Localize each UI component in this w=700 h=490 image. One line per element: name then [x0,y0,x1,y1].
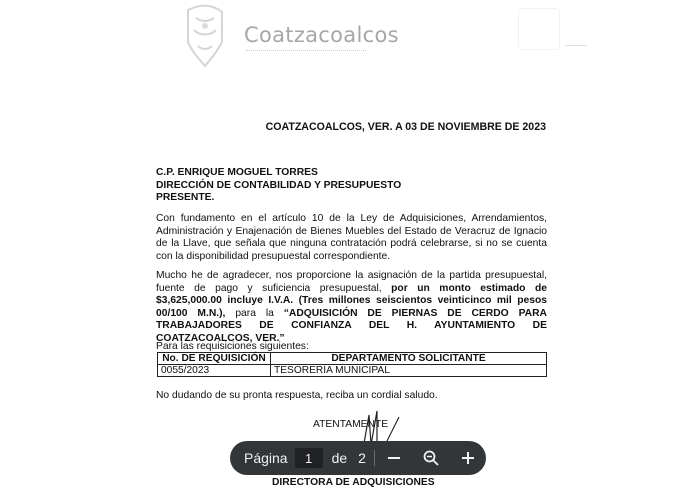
of-label: de [331,450,348,466]
sign-off: ATENTAMENTE [313,419,389,430]
total-pages: 2 [358,450,366,466]
requisitions-intro: Para las requisiciones siguientes: [156,341,309,352]
date-line: COATZACOALCOS, VER. A 03 DE NOVIEMBRE DE 2023 [265,121,546,133]
letterhead-divider [565,45,587,46]
recipient-greeting: PRESENTE. [156,192,215,204]
table-row [158,365,547,377]
zoom-out-icon [386,450,402,466]
toolbar-separator [374,450,375,466]
fit-page-icon [422,449,440,467]
request-amount: por un monto estimado de $3,625,000.00 incluye I.V.A. (Tres millones seiscientos veinticinco mil pesos 00/100 M.N.), [156,282,547,319]
brand-underline [246,50,366,57]
table-header-requisition: No. DE REQUISICIÓN [158,353,271,365]
page-number-input[interactable] [295,448,323,468]
paragraph-legal-basis: Con fundamento en el artículo 10 de la Ley de Adquisiciones, Arrendamientos, Administración y Enajenación de Bienes Muebles del Estado de Veracruz de Ignacio de la Llave, que señala que ninguna contratación podrá celebrarse, si no se cuenta con la disponibilidad presupuestal correspondiente. [156,213,547,262]
fit-page-button[interactable] [420,447,442,469]
watermark-emblem [518,8,560,50]
municipal-seal-icon [178,2,232,72]
zoom-out-button[interactable] [383,447,405,469]
request-subject: “ADQUISICIÓN DE PIERNAS DE CERDO PARA TRABAJADORES DE CONFIANZA DEL H. AYUNTAMIENTO DE COATZACOALCOS, VER.” [156,307,547,344]
recipient-block [156,167,556,205]
zoom-in-icon [460,450,476,466]
table-header-department: DEPARTAMENTO SOLICITANTE [271,353,547,365]
request-text: Mucho he de agradecer, nos proporcione la asignación de la partida presupuestal, fuente de pago y suficiencia presupuestal, [156,270,547,294]
zoom-in-button[interactable] [457,447,479,469]
request-connector: para la [225,307,284,319]
recipient-name: C.P. ENRIQUE MOGUEL TORRES [156,167,318,178]
signer-role: DIRECTORA DE ADQUISICIONES [272,477,435,488]
requisitions-table [157,352,547,377]
brand-name: Coatzacoalcos [244,23,399,47]
recipient-office: DIRECCIÓN DE CONTABILIDAD Y PRESUPUESTO [156,179,402,191]
closing-line: No dudando de su pronta respuesta, reciba un cordial saludo. [156,390,438,401]
table-header-row [158,353,547,365]
table-cell-department: TESORERÍA MUNICIPAL [271,365,547,377]
pdf-viewer-toolbar [230,441,486,475]
table-cell-requisition: 0055/2023 [158,365,271,377]
page-label: Página [244,450,288,466]
paragraph-request [156,270,547,346]
